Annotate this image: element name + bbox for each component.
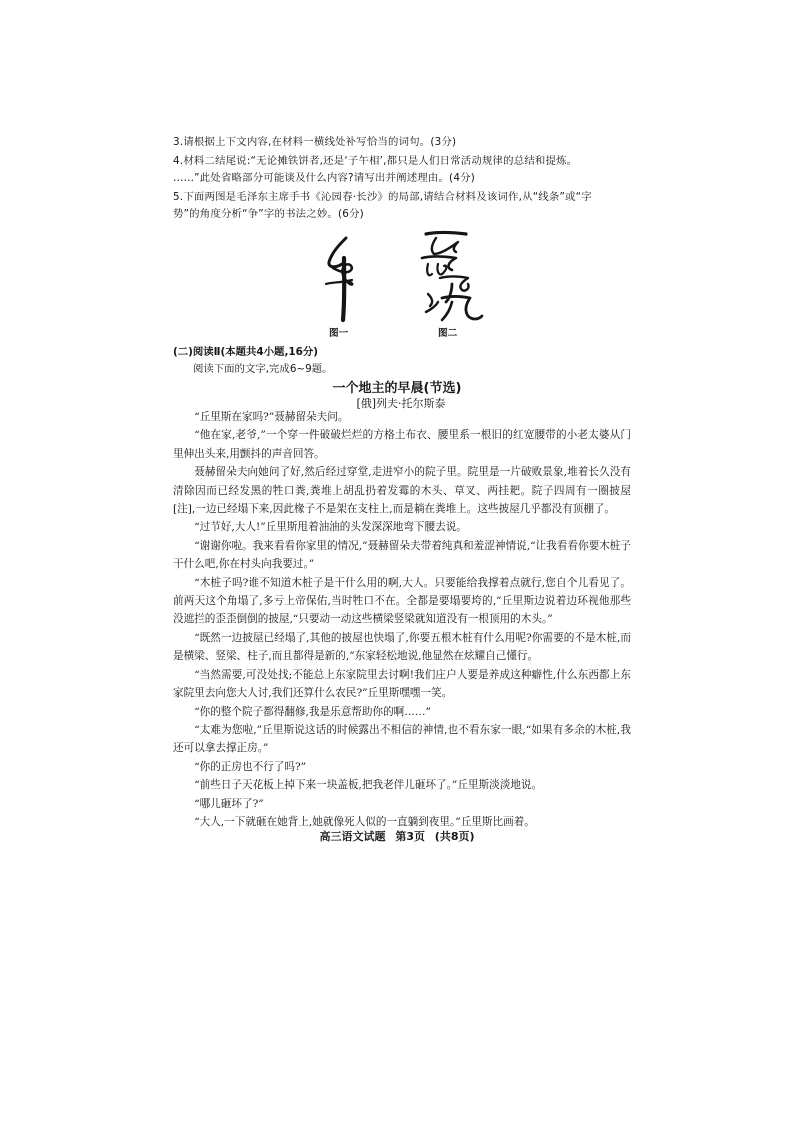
calligraphy-figure-one xyxy=(326,238,352,320)
paragraph: “哪儿砸坏了?” xyxy=(194,797,264,810)
paragraph: “他在家,老爷,”一个穿一件破破烂烂的方格土布衣、腰里系一根旧的红宽腰带的小老太婆从门里伸出头来,用颤抖的声音回答。 xyxy=(173,429,631,460)
figure-one-caption: 图一 xyxy=(329,328,349,339)
article-author: [俄]列夫·托尔斯泰 xyxy=(356,397,446,410)
page-footer: 高三语文试题 第3页 (共8页) xyxy=(319,830,475,843)
paragraph: “你的正房也不行了吗?” xyxy=(194,760,307,773)
paragraph: “既然一边披屋已经塌了,其他的披屋也快塌了,你要五根木桩有什么用呢?你需要的不是木桩,而是横梁、竖梁、柱子,而且都得是新的,”东家轻松地说,他显然在炫耀自己懂行。 xyxy=(173,631,631,663)
question-5-line2: 势”的角度分析“争”字的书法之妙。(6分) xyxy=(173,208,364,220)
paragraph: “丘里斯在家吗?”聂赫留朵夫问。 xyxy=(194,411,349,423)
figure-two-caption: 图二 xyxy=(438,328,458,339)
question-5-line1: 5.下面两图是毛泽东主席手书《沁园春·长沙》的局部,请结合材料及该词作,从“线条”或“字 xyxy=(173,191,592,203)
question-4-line2: ……”此处省略部分可能谈及什么内容?请写出并阐述理由。(4分) xyxy=(173,172,475,184)
article-body xyxy=(173,408,631,831)
question-4-line1: 4.材料二结尾说:“无论摊铁饼者,还是‘子午相’,都只是人们日常活动规律的总结和提炼。 xyxy=(173,155,578,167)
question-3: 3.请根据上下文内容,在材料一横线处补写恰当的词句。(3分) xyxy=(173,136,457,148)
paragraph: “你的整个院子都得翻修,我是乐意帮助你的啊……” xyxy=(194,705,431,718)
calligraphy-figures xyxy=(318,228,488,328)
paragraph: “太难为您啦,”丘里斯说这话的时候露出不相信的神情,也不看东家一眼,“如果有多余的木桩,我还可以拿去撑正房。” xyxy=(173,723,631,755)
paragraph: “大人,一下就砸在她背上,她就像死人似的一直躺到夜里。”丘里斯比画着。 xyxy=(194,815,535,828)
section-heading: (二)阅读Ⅱ(本题共4小题,16分) xyxy=(173,346,318,358)
paragraph: “过节好,大人!”丘里斯甩着油油的头发深深地弯下腰去说。 xyxy=(194,521,467,534)
paragraph: “前些日子天花板上掉下来一块盖板,把我老伴儿砸坏了。”丘里斯淡淡地说。 xyxy=(194,779,543,792)
section-instruction: 阅读下面的文字,完成6~9题。 xyxy=(193,363,333,375)
paragraph: “木桩子吗?谁不知道木桩子是干什么用的啊,大人。只要能给我撑着点就行,您自个儿看见了。前两天这个角塌了,多亏上帝保佑,当时牲口不在。全都是要塌要垮的,”丘里斯边说着边环视他那些没遮拦的歪歪倒倒的披屋,“只要动一动这些横梁竖梁就知道没有一根顶用的木头。” xyxy=(173,576,631,626)
paragraph: 聂赫留朵夫向她问了好,然后经过穿堂,走进窄小的院子里。院里是一片破败景象,堆着长久没有清除因而已经发黑的牲口粪,粪堆上胡乱扔着发霉的木头、草叉、两挂耙。院子四周有一圈披屋[注],一边已经塌下来,因此椽子不是架在支柱上,而是耥在粪堆上。这些披屋几乎都没有顶棚了。 xyxy=(173,466,631,516)
paragraph: “当然需要,可没处找;不能总上东家院里去讨啊!我们庄户人要是养成这种癖性,什么东西都上东家院里去向您大人讨,我们还算什么农民?”丘里斯嘿嘿一笑。 xyxy=(173,668,631,700)
paragraph: “谢谢你啦。我来看看你家里的情况,”聂赫留朵夫带着纯真和羞涩神情说,“让我看看你要木桩子干什么吧,你在村头向我要过。” xyxy=(173,539,631,571)
article-title: 一个地主的早晨(节选) xyxy=(332,381,462,396)
calligraphy-figure-two xyxy=(422,233,482,321)
